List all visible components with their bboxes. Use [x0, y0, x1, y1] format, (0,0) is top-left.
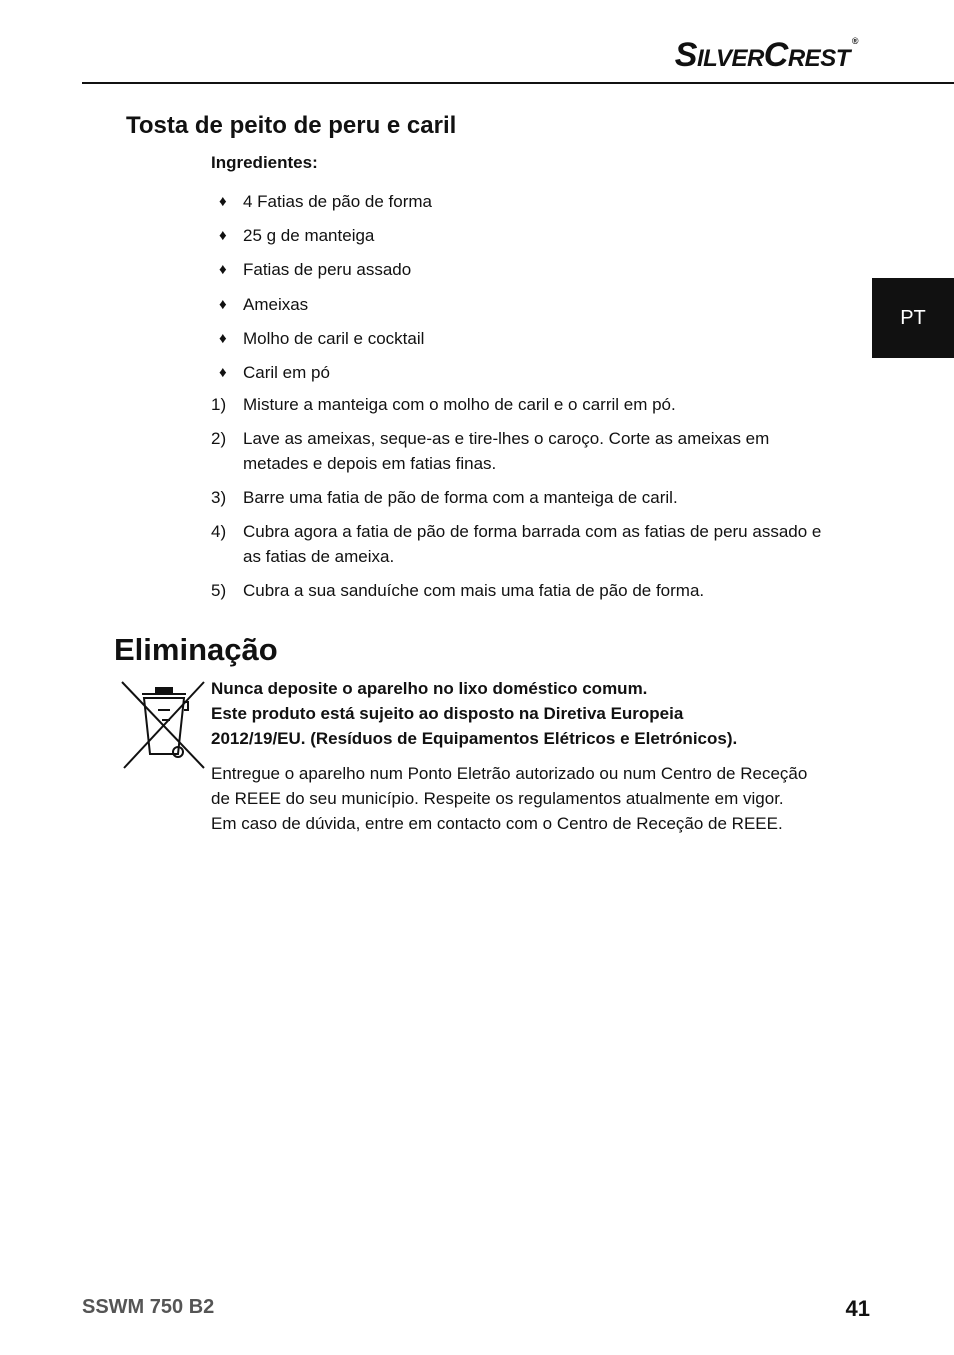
step-text: Lave as ameixas, seque-as e tire-lhes o caroço. Corte as ameixas em metades e depois em fatias finas.	[243, 429, 770, 473]
list-item	[211, 258, 432, 292]
step-item	[211, 519, 836, 569]
warning-line: 2012/19/EU. (Resíduos de Equipamentos Elétricos e Eletrónicos).	[211, 729, 738, 748]
crossed-out-wheelie-bin-icon	[120, 680, 206, 770]
brand-logo	[675, 36, 858, 75]
language-tab-label: PT	[900, 306, 926, 329]
instruction-line: de REEE do seu município. Respeite os regulamentos atualmente em vigor.	[211, 789, 784, 808]
recipe-title: Tosta de peito de peru e caril	[126, 112, 457, 139]
step-item	[211, 485, 836, 510]
step-number: 5)	[211, 581, 227, 600]
step-number: 4)	[211, 522, 227, 541]
diamond-bullet-icon: ♦	[219, 363, 227, 381]
warning-line: Este produto está sujeito ao disposto na Diretiva Europeia	[211, 704, 684, 723]
step-text: Cubra agora a fatia de pão de forma barrada com as fatias de peru assado e as fatias de ameixa.	[243, 522, 822, 566]
step-number: 2)	[211, 429, 227, 448]
ingredient-text: 25 g de manteiga	[243, 226, 375, 246]
steps-list	[211, 392, 836, 612]
list-item	[211, 224, 432, 258]
language-tab	[872, 278, 954, 358]
diamond-bullet-icon: ♦	[219, 227, 227, 245]
warning-line: Nunca deposite o aparelho no lixo doméstico comum.	[211, 679, 648, 698]
step-text: Cubra a sua sanduíche com mais uma fatia de pão de forma.	[243, 581, 705, 600]
header-rule	[82, 82, 954, 84]
registered-mark: ®	[851, 36, 858, 46]
ingredient-text: Caril em pó	[243, 362, 330, 382]
step-item	[211, 392, 836, 417]
ingredient-text: Molho de caril e cocktail	[243, 328, 425, 348]
diamond-bullet-icon: ♦	[219, 329, 227, 347]
ingredient-text: 4 Fatias de pão de forma	[243, 192, 433, 211]
ingredients-heading: Ingredientes:	[211, 153, 318, 172]
disposal-instructions	[211, 761, 841, 836]
disposal-title: Eliminação	[114, 632, 278, 667]
diamond-bullet-icon: ♦	[219, 295, 227, 313]
ingredient-text: Ameixas	[243, 294, 309, 314]
list-item	[211, 190, 432, 224]
step-number: 3)	[211, 488, 227, 507]
instruction-line: Em caso de dúvida, entre em contacto com o Centro de Receção de REEE.	[211, 814, 783, 833]
step-item	[211, 426, 836, 476]
page-number: 41	[845, 1296, 870, 1321]
list-item	[211, 293, 432, 327]
diamond-bullet-icon: ♦	[219, 193, 227, 210]
footer-model: SSWM 750 B2	[82, 1296, 215, 1318]
disposal-warning	[211, 676, 841, 751]
step-text: Misture a manteiga com o molho de caril e o carril em pó.	[243, 395, 676, 414]
ingredients-list	[211, 190, 432, 395]
instruction-line: Entregue o aparelho num Ponto Eletrão autorizado ou num Centro de Receção	[211, 764, 808, 783]
list-item	[211, 361, 432, 395]
step-item	[211, 578, 836, 603]
ingredient-text: Fatias de peru assado	[243, 260, 412, 280]
step-number: 1)	[211, 395, 227, 414]
diamond-bullet-icon: ♦	[219, 261, 227, 279]
list-item	[211, 327, 432, 361]
brand-name: SilverCrest	[674, 36, 850, 74]
step-text: Barre uma fatia de pão de forma com a manteiga de caril.	[243, 488, 678, 507]
